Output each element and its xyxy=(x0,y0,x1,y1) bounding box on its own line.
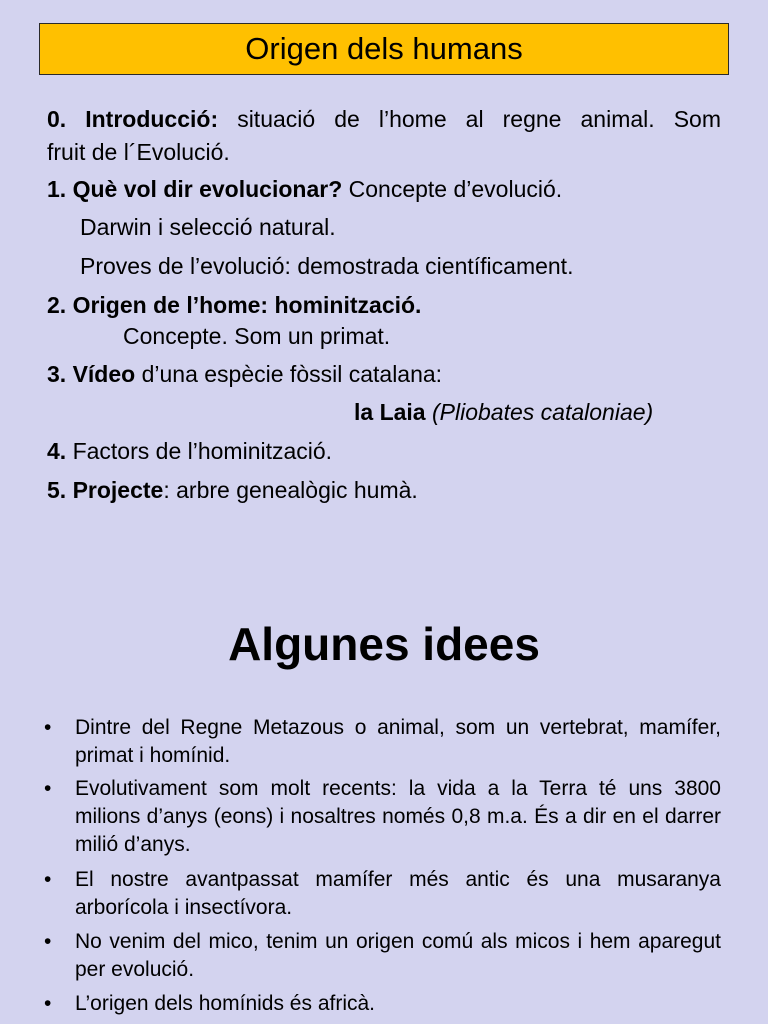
outline-item-5-label: 5. Projecte xyxy=(47,477,164,503)
outline-item-1 xyxy=(47,174,562,204)
outline-item-2-sub: Concepte. Som un primat. xyxy=(123,323,391,349)
list-item-text: El nostre avantpassat mamífer més antic és una musaranya arborícola i insectívora. xyxy=(75,868,721,919)
outline-item-3-text: d’una espècie fòssil catalana: xyxy=(141,361,443,387)
outline-item-0-cont: fruit de l´Evolució. xyxy=(47,139,230,165)
outline-item-1-text: Concepte d’evolució. xyxy=(348,176,563,202)
outline-item-2 xyxy=(47,290,421,320)
outline-item-1-sub-2: Proves de l’evolució: demostrada científicament. xyxy=(80,253,574,279)
outline-item-2-label: 2. Origen de l’home: hominització. xyxy=(47,292,422,318)
outline-item-3 xyxy=(47,359,442,389)
list-item-text: No venim del mico, tenim un origen comú als micos i hem aparegut per evolució. xyxy=(75,930,721,981)
section-heading: Algunes idees xyxy=(228,618,540,670)
outline-item-0-label: 0. Introducció: xyxy=(47,106,219,132)
list-item-text: Dintre del Regne Metazous o animal, som un vertebrat, mamífer, primat i homínid. xyxy=(75,716,721,767)
bullet-icon: • xyxy=(44,992,52,1015)
page-title: Origen dels humans xyxy=(245,31,523,66)
outline-item-1-sub-1: Darwin i selecció natural. xyxy=(80,214,336,240)
outline-item-3-label: 3. Vídeo xyxy=(47,361,136,387)
outline-item-5 xyxy=(47,475,418,505)
outline-item-4 xyxy=(47,436,332,466)
species-scientific-name: (Pliobates cataloniae) xyxy=(432,399,654,425)
outline-item-4-label: 4. xyxy=(47,438,67,464)
list-item-text: Evolutivament som molt recents: la vida a la Terra té uns 3800 milions d’anys (eons) i nosaltres només 0,8 m.a. És a dir en el darrer milió d’anys. xyxy=(75,777,721,856)
outline-item-1-label: 1. Què vol dir evolucionar? xyxy=(47,176,343,202)
outline-item-3-species xyxy=(354,397,653,427)
bullet-icon: • xyxy=(44,930,52,953)
outline-item-0-text: situació de l’home al regne animal. Som xyxy=(237,106,722,132)
bullet-icon: • xyxy=(44,868,52,891)
title-banner xyxy=(39,23,729,75)
species-common-name: la Laia xyxy=(354,399,426,425)
list-item-text: L’origen dels homínids és africà. xyxy=(75,992,375,1015)
outline-item-4-text: Factors de l’hominització. xyxy=(72,438,333,464)
outline-item-5-text: : arbre genealògic humà. xyxy=(163,477,418,503)
bullet-icon: • xyxy=(44,777,52,800)
bullet-icon: • xyxy=(44,716,52,739)
outline-item-0 xyxy=(47,104,721,134)
